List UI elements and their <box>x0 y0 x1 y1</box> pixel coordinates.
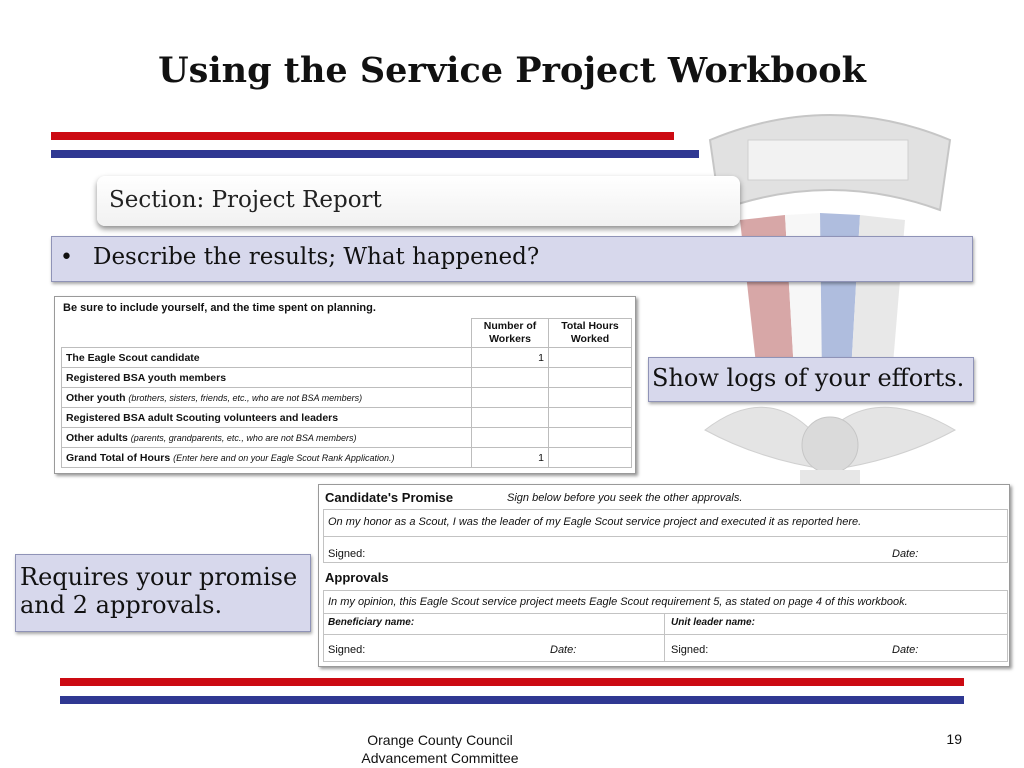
section-heading: Section: Project Report <box>109 187 382 213</box>
divider-red-top <box>51 132 674 140</box>
row-hours <box>549 408 632 428</box>
row-workers: 1 <box>472 348 549 368</box>
table-row <box>62 448 632 468</box>
col-workers-header: Number of Workers <box>472 319 549 348</box>
row-label: Other adults <box>66 431 128 444</box>
section-heading-box <box>97 176 740 226</box>
row-label: Registered BSA youth members <box>66 371 227 384</box>
hours-table <box>61 318 632 468</box>
promise-form-image <box>318 484 1010 667</box>
row-label: Other youth <box>66 391 126 404</box>
callout-promise-text: Requires your promise and 2 approvals. <box>20 563 298 619</box>
row-note: (Enter here and on your Eagle Scout Rank Application.) <box>173 452 395 463</box>
unit-leader-label: Unit leader name: <box>671 617 755 628</box>
row-hours <box>549 428 632 448</box>
row-hours <box>549 368 632 388</box>
promise-header-row <box>323 489 1006 509</box>
table-row <box>62 388 632 408</box>
date-label: Date: <box>550 644 577 656</box>
signed-label: Signed: <box>671 644 709 656</box>
promise-text: On my honor as a Scout, I was the leader of my Eagle Scout service project and executed it as reported here. <box>328 516 862 528</box>
hours-form-image <box>54 296 636 474</box>
signed-label: Signed: <box>328 644 366 656</box>
page-number: 19 <box>946 731 962 747</box>
row-note: (brothers, sisters, friends, etc., who are not BSA members) <box>128 392 363 403</box>
promise-heading: Candidate's Promise <box>325 490 454 505</box>
row-note: (parents, grandparents, etc., who are not BSA members) <box>130 432 357 443</box>
bullet-text: Describe the results; What happened? <box>93 244 540 270</box>
footer-org-line1: Orange County Council <box>367 732 513 748</box>
divider-blue-bottom <box>60 696 964 704</box>
row-workers <box>472 368 549 388</box>
approvals-header-row <box>323 570 1006 590</box>
beneficiary-label: Beneficiary name: <box>328 617 415 628</box>
approvals-text-row <box>323 590 1008 614</box>
table-row <box>62 348 632 368</box>
callout-logs-text: Show logs of your efforts. <box>652 364 965 392</box>
footer-org-line2: Advancement Committee <box>361 750 519 766</box>
col-hours-header: Total Hours Worked <box>549 319 632 348</box>
table-header-row <box>62 319 632 348</box>
row-label: Grand Total of Hours <box>66 451 171 464</box>
approvals-heading: Approvals <box>325 570 389 585</box>
divider-red-bottom <box>60 678 964 686</box>
callout-promise <box>15 554 311 632</box>
promise-text-row <box>323 509 1008 537</box>
row-workers <box>472 428 549 448</box>
row-hours <box>549 348 632 368</box>
table-row <box>62 428 632 448</box>
page-title: Using the Service Project Workbook <box>158 50 866 91</box>
row-label: Registered BSA adult Scouting volunteers and leaders <box>66 411 339 424</box>
approvals-text: In my opinion, this Eagle Scout service project meets Eagle Scout requirement 5, as stated on page 4 of this workbook. <box>328 596 908 608</box>
eagle-badge-watermark-icon <box>700 100 960 520</box>
row-workers: 1 <box>472 448 549 468</box>
row-workers <box>472 408 549 428</box>
table-row <box>62 408 632 428</box>
row-hours <box>549 388 632 408</box>
promise-signature-row <box>323 536 1008 563</box>
callout-logs <box>648 357 974 402</box>
row-hours <box>549 448 632 468</box>
bullet-box <box>51 236 973 282</box>
hours-form-instruction: Be sure to include yourself, and the time spent on planning. <box>63 302 376 314</box>
row-workers <box>472 388 549 408</box>
footer-org <box>340 731 540 767</box>
table-row <box>62 368 632 388</box>
divider-blue-top <box>51 150 699 158</box>
bullet-icon: • <box>60 245 73 270</box>
date-label: Date: <box>892 644 919 656</box>
row-label: The Eagle Scout candidate <box>66 351 200 364</box>
date-label: Date: <box>892 548 919 560</box>
promise-instruction: Sign below before you seek the other approvals. <box>507 492 743 504</box>
approvals-signature-row <box>323 613 1008 662</box>
signed-label: Signed: <box>328 548 366 560</box>
